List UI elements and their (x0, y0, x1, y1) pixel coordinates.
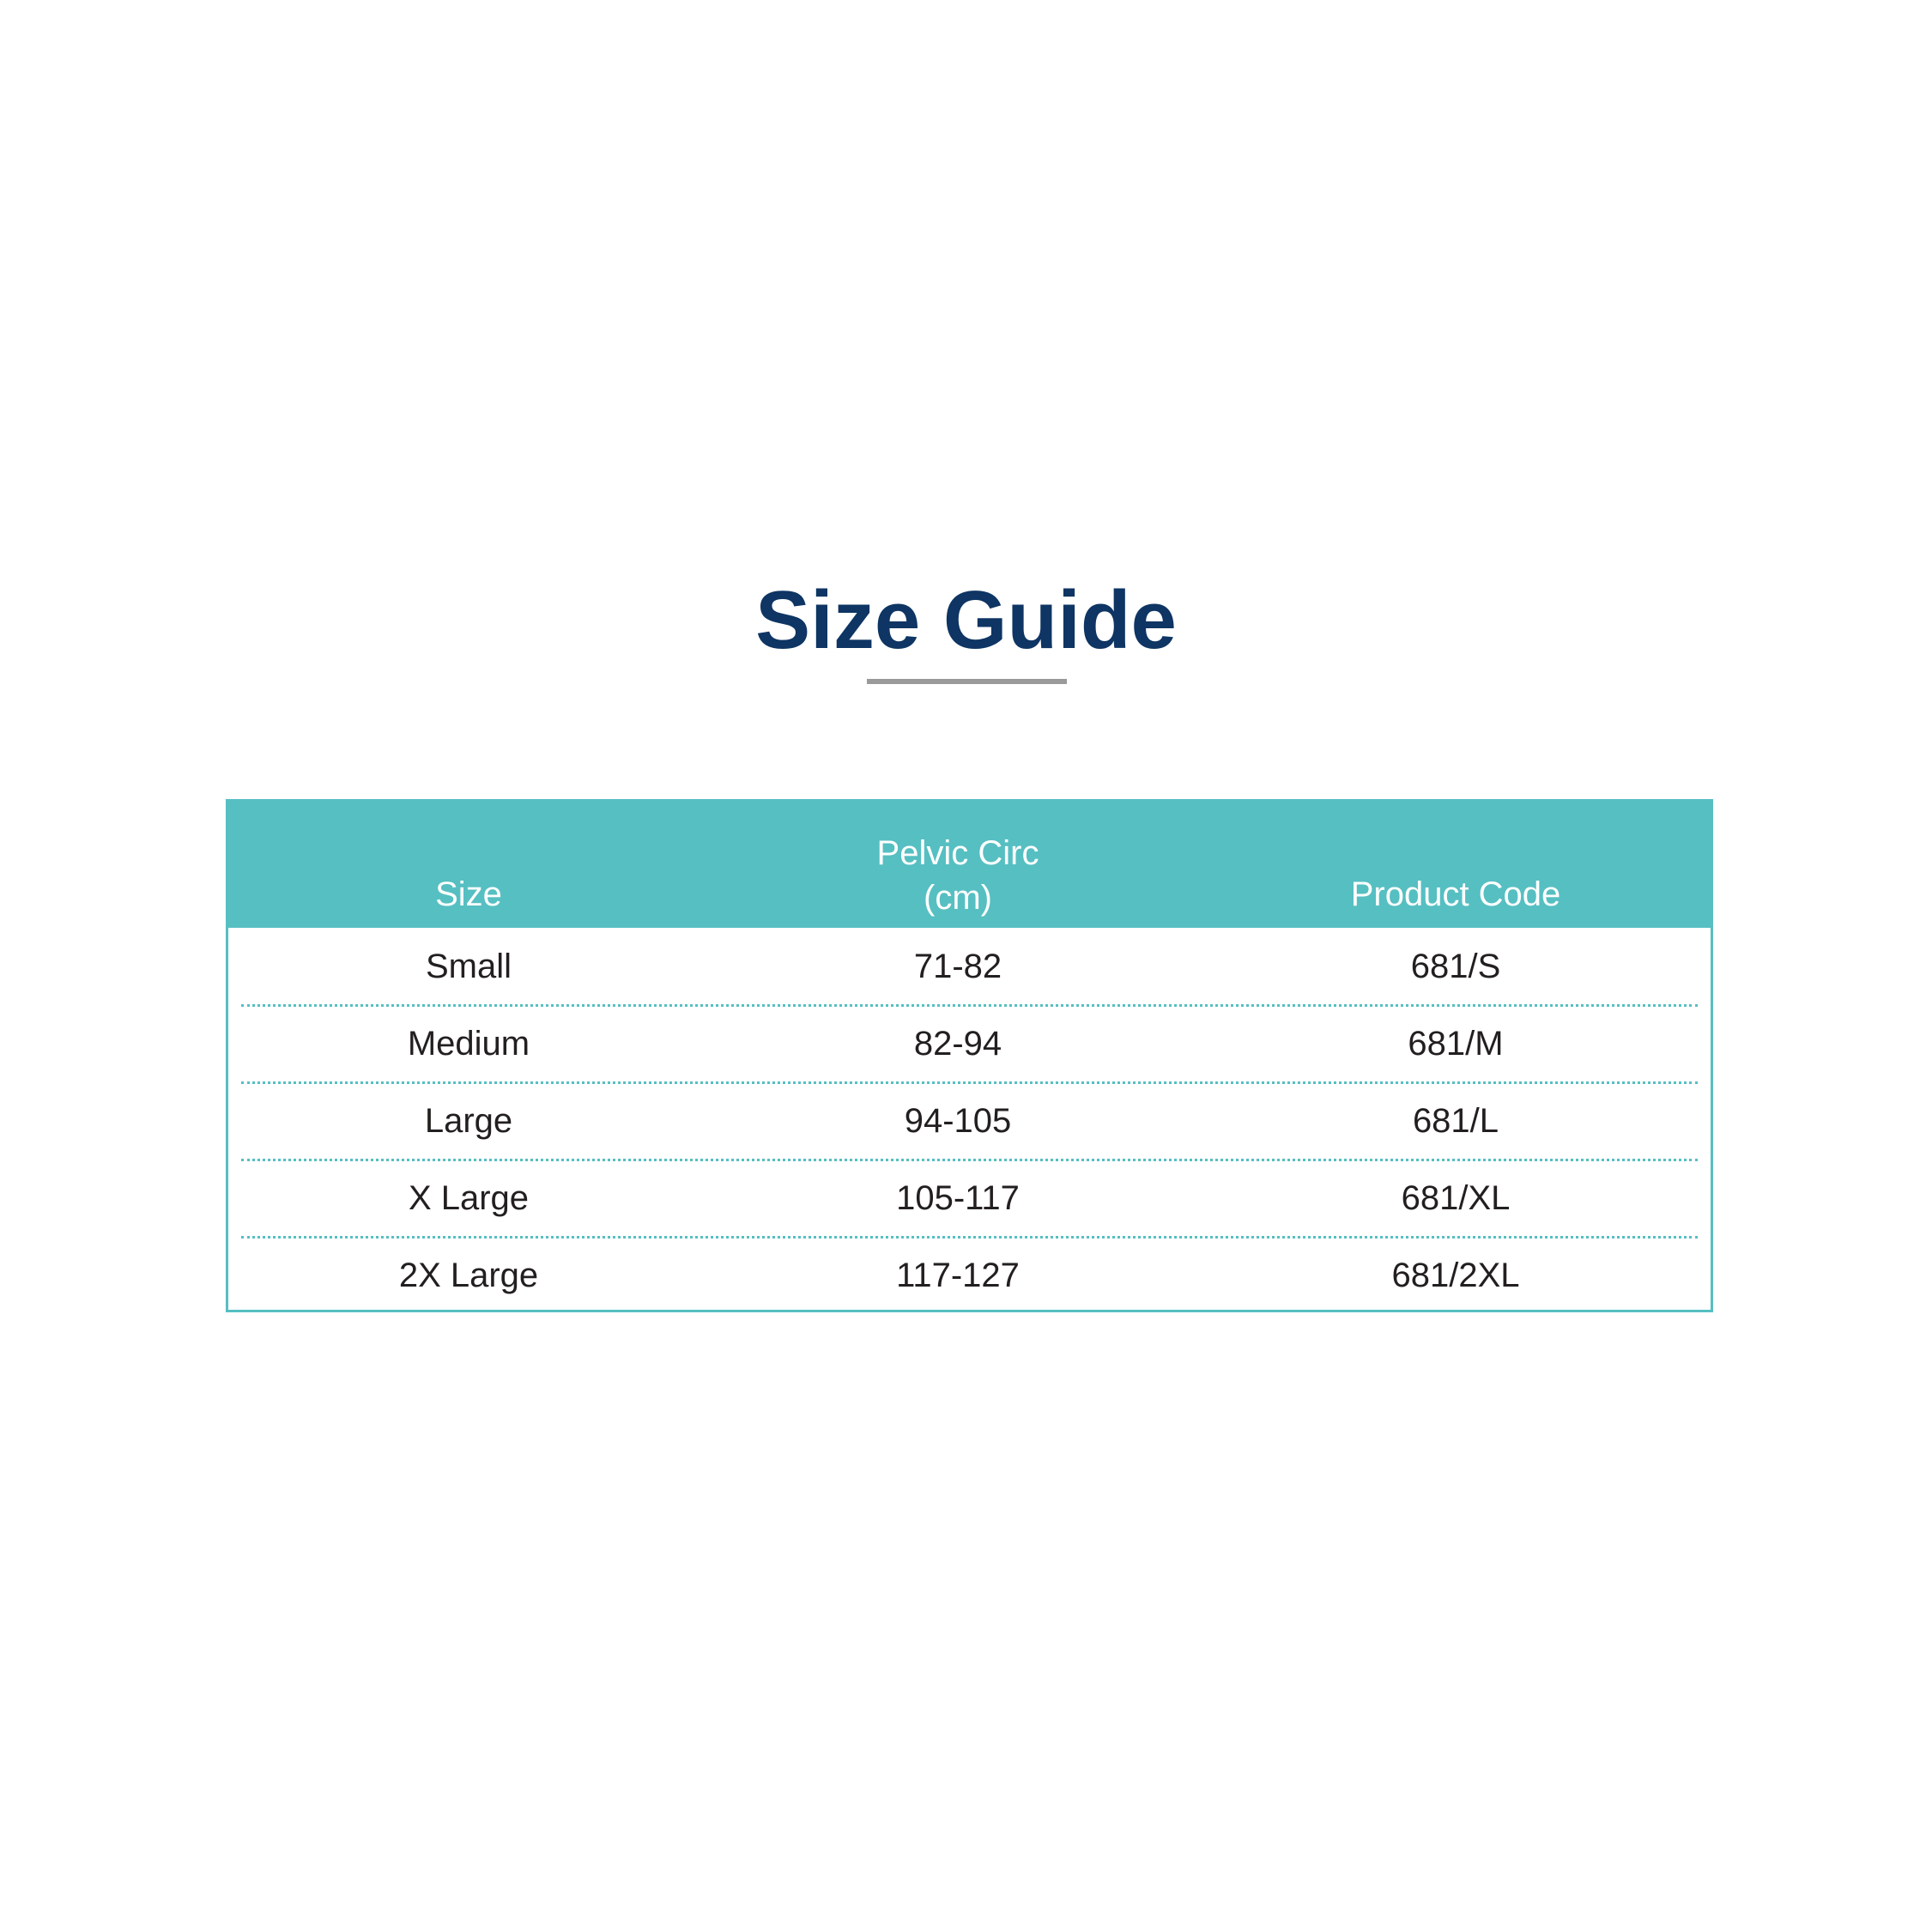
cell-size: Small (425, 948, 512, 985)
header-product-code: Product Code (1350, 875, 1561, 913)
cell-pelvic-circ: 105-117 (896, 1179, 1020, 1217)
cell-pelvic-circ: 94-105 (904, 1102, 1012, 1140)
table-row (228, 1082, 1711, 1160)
title-underline (867, 679, 1067, 684)
header-pelvic-circ-line2: (cm) (924, 879, 992, 917)
cell-product-code: 681/L (1412, 1102, 1499, 1140)
table-header (228, 802, 1711, 928)
cell-product-code: 681/XL (1401, 1179, 1511, 1217)
header-size: Size (435, 875, 502, 913)
table-row (228, 1160, 1711, 1237)
cell-size: X Large (408, 1179, 530, 1217)
cell-pelvic-circ: 82-94 (913, 1025, 1002, 1063)
cell-size: 2X Large (398, 1257, 539, 1294)
cell-size: Medium (407, 1025, 530, 1063)
cell-pelvic-circ: 117-127 (896, 1257, 1020, 1294)
cell-pelvic-circ: 71-82 (913, 948, 1002, 985)
cell-size: Large (424, 1102, 513, 1140)
page-title: Size Guide (755, 574, 1177, 666)
cell-product-code: 681/2XL (1391, 1257, 1520, 1294)
cell-product-code: 681/S (1410, 948, 1501, 985)
table-row (228, 928, 1711, 1005)
table-row (228, 1005, 1711, 1082)
header-pelvic-circ (709, 831, 1207, 920)
table-row (228, 1237, 1711, 1314)
header-pelvic-circ-line1: Pelvic Circ (876, 834, 1039, 872)
size-guide-table (226, 799, 1713, 1312)
cell-product-code: 681/M (1408, 1025, 1504, 1063)
